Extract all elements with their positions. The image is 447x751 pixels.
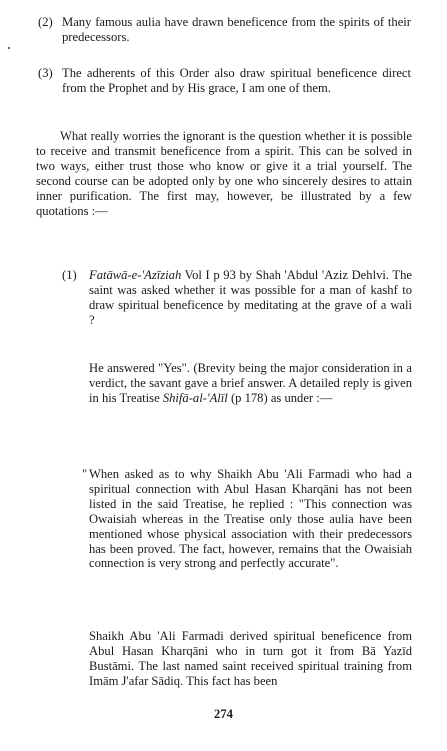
paragraph-farmadi: Shaikh Abu 'Ali Farmadi derived spiritual beneficence from Abul Hasan Kharqāni who in turn got it from Bā Yazīd Bustāmi. The last named saint received spiritual training from Imām J'afar Sādiq. This fact has been [89, 629, 412, 688]
list-item-number: (2) [38, 15, 53, 29]
list-item-2 [38, 15, 411, 45]
list-item-3 [38, 66, 411, 96]
paragraph-worries: What really worries the ignorant is the question whether it is possible to receive and transmit beneficence from a spirit. This can be solved in two ways, either trust those who know or give it a trial yourself. The second course can be adopted only by one who sincerely desires to attain inner purification. The first may, however, be illustrated by a few quotations :— [36, 129, 412, 218]
page-number: 274 [214, 707, 233, 721]
reference-text: Vol I p 93 by Shah 'Abdul 'Aziz Dehlvi. The saint was asked whether it was possible for a man of kashf to draw spiritual beneficence by meditating at the grave of a wali ? [89, 268, 412, 327]
answer-text-after: (p 178) as under :— [227, 390, 333, 405]
reference-title: Fatāwā-e-'Azīziah [89, 268, 182, 282]
list-item-number: (3) [38, 66, 53, 80]
list-item-text: Many famous aulia have drawn beneficence from the spirits of their predecessors. [62, 15, 411, 44]
paragraph-answer [89, 361, 412, 406]
speck-mark [8, 47, 10, 49]
answer-text-before: He answered "Yes". (Brevity being the major consideration in a verdict, the savant gave a brief answer. A detailed reply is given in his Treatise [89, 361, 412, 405]
quote-text: When asked as to why Shaikh Abu 'Ali Farmadi who had a spiritual connection with Abul Hasan Kharqāni has not been listed in the said Treatise, he replied : "This connection was Owaisiah whereas in the Treatise only those aulia have been mentioned whose physical association with their predecessors has been proved. The fact, however, remains that the Owaisiah connection is very strong and perfectly accurate". [89, 467, 412, 571]
reference-number: (1) [62, 268, 77, 282]
reference-item-1 [62, 268, 412, 328]
list-item-text: The adherents of this Order also draw spiritual beneficence direct from the Prophet and by His grace, I am one of them. [62, 66, 411, 95]
block-quote [82, 467, 412, 571]
quote-open-mark: " [82, 467, 88, 481]
treatise-title: Shifā-al-'Alīl [162, 390, 228, 405]
